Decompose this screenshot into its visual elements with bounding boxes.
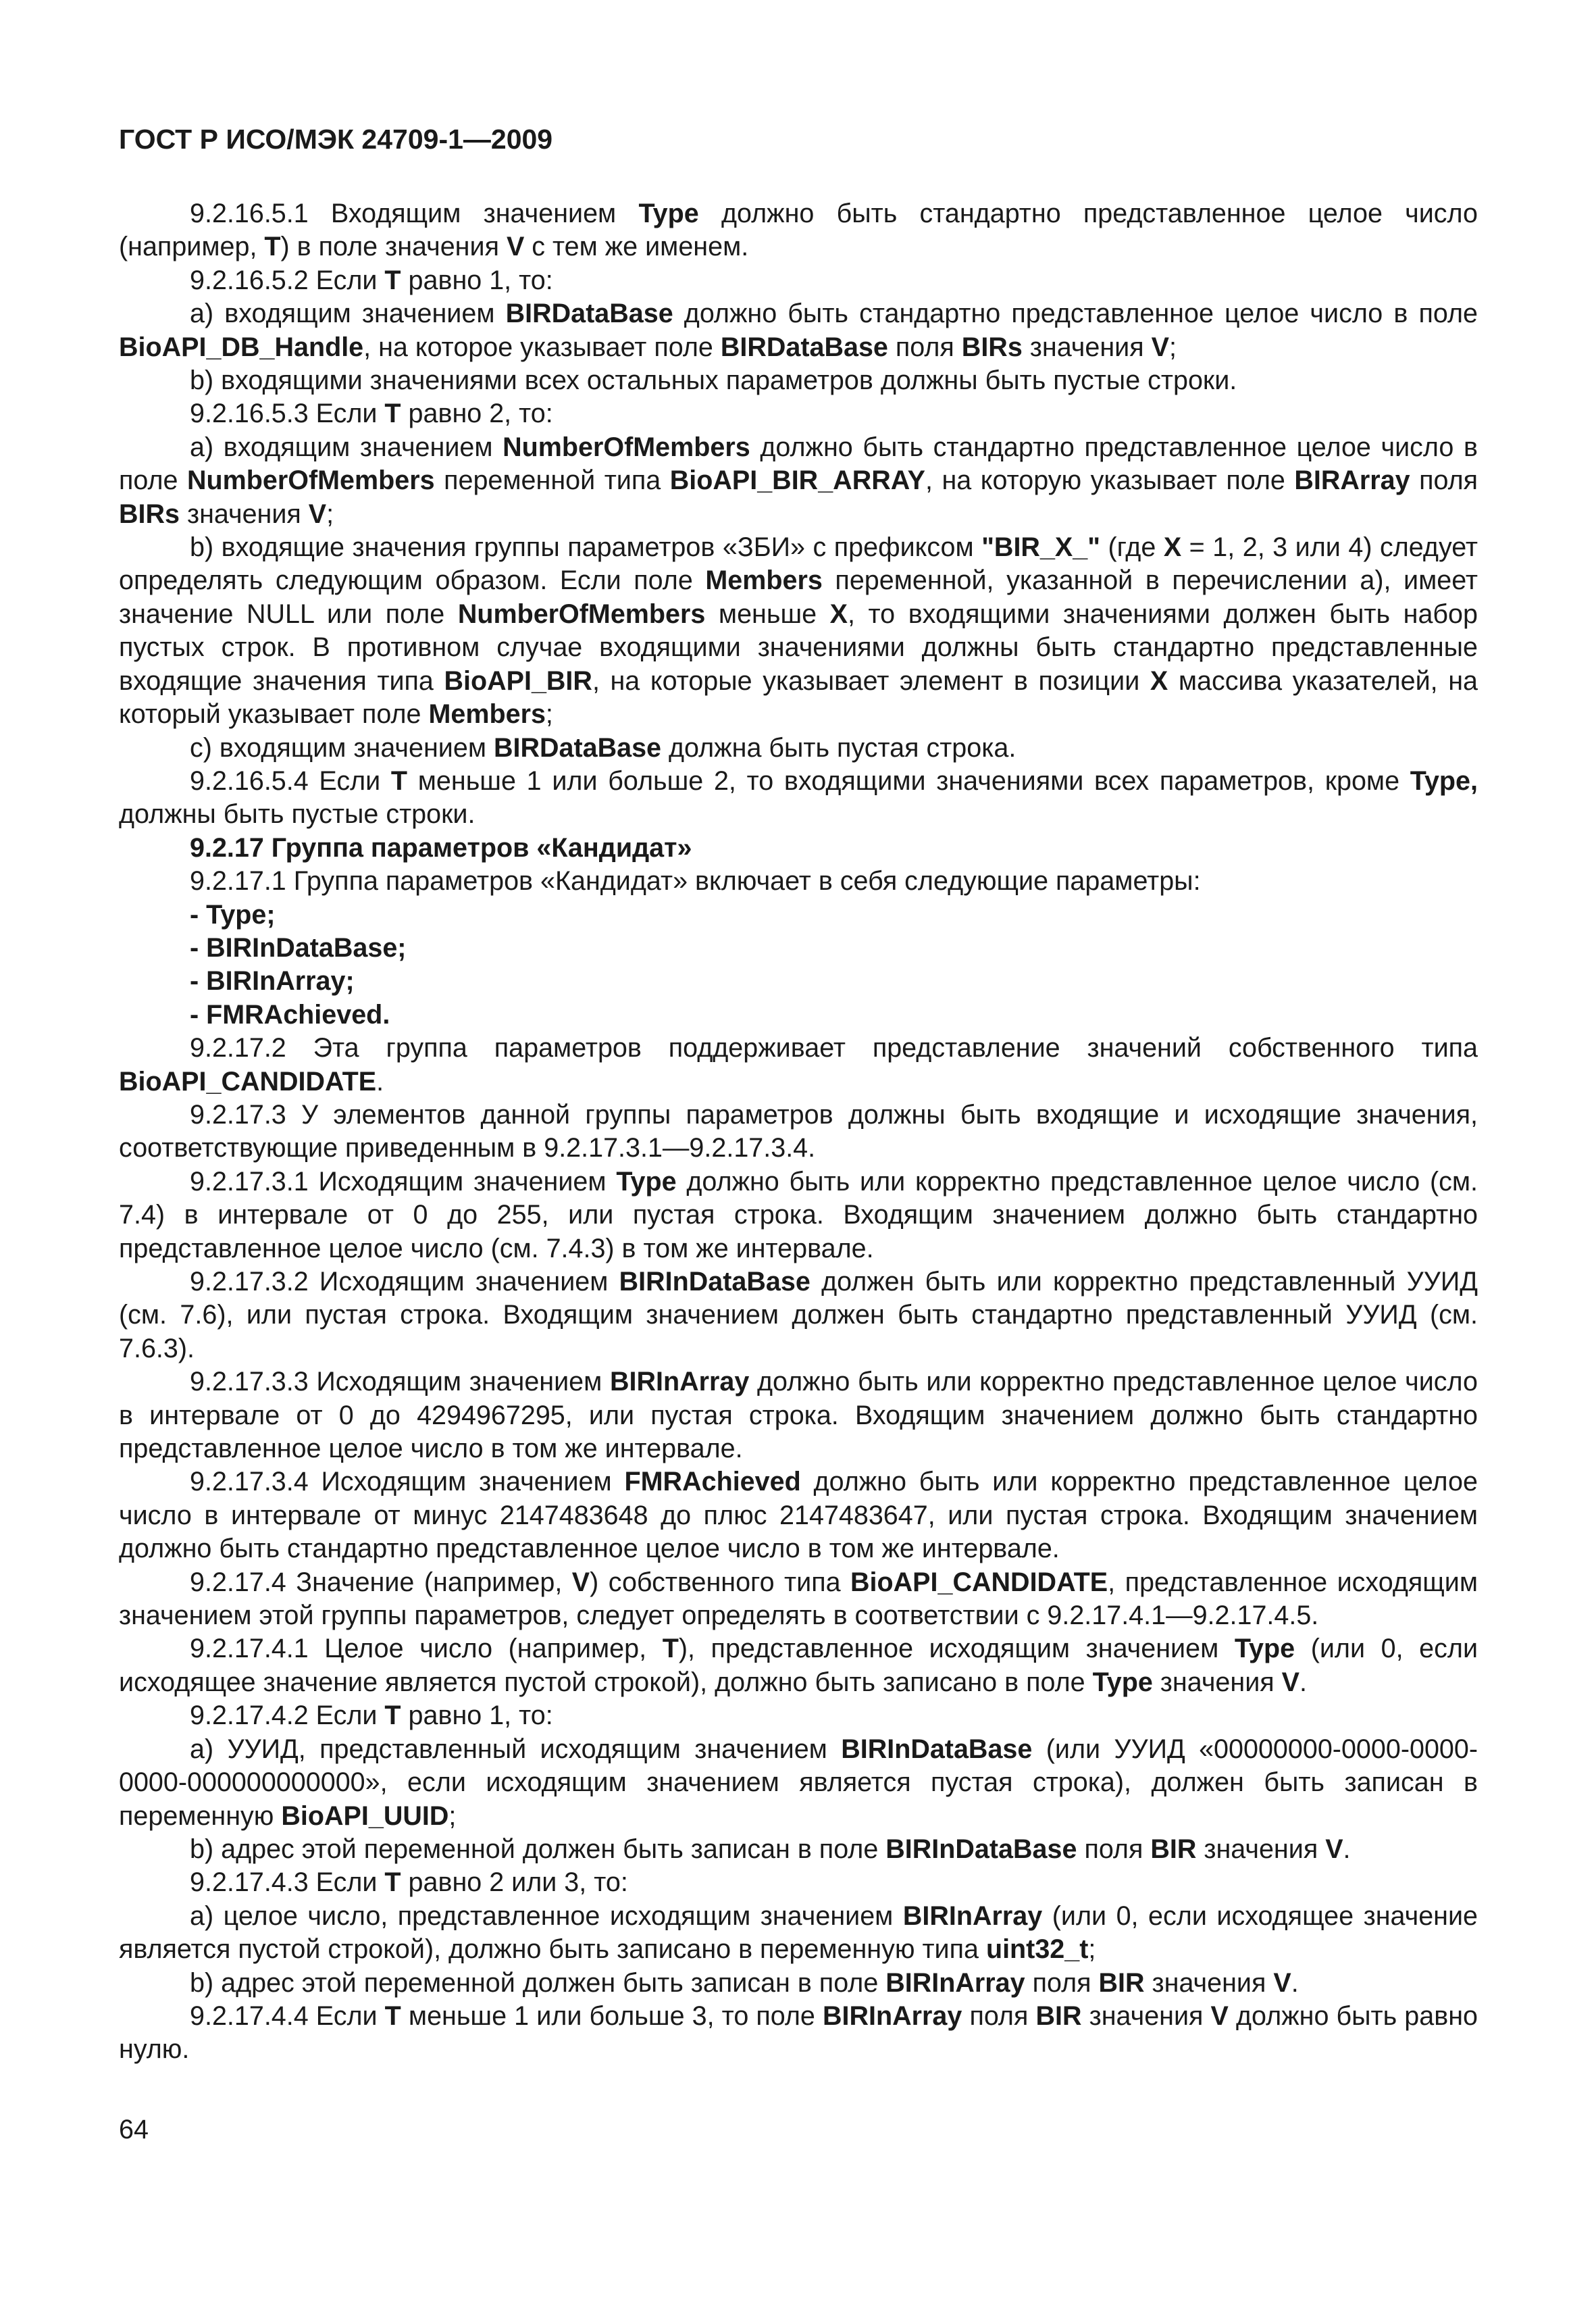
text-run: 9.2.16.5.1 Входящим значением [190, 199, 639, 228]
paragraph-p9 [119, 765, 1478, 832]
text-run: ) в поле значения [280, 232, 507, 262]
text-run: должна быть пустая строка. [661, 732, 1016, 763]
text-run: ; [545, 699, 553, 730]
bold-term: Т [662, 1634, 679, 1664]
bold-term: BIRDataBase [493, 732, 662, 763]
paragraph-p4 [119, 364, 1478, 397]
text-run: а) УУИД, представленный исходящим значением [190, 1734, 842, 1764]
bold-term: - Type; [190, 899, 276, 930]
bold-term: BIRDataBase [720, 332, 888, 362]
bold-term: - FMRAchieved. [190, 999, 390, 1030]
paragraph-p19 [119, 1265, 1478, 1365]
text-run: значения [1144, 1967, 1274, 1998]
bold-term: BIRInArray [823, 2001, 962, 2031]
document-header: ГОСТ Р ИСО/МЭК 24709-1—2009 [119, 124, 553, 155]
bold-term: Type [1092, 1667, 1153, 1697]
text-run: должно быть равно нулю. [119, 2001, 1478, 2065]
paragraph-p16 [119, 1032, 1478, 1099]
paragraph-p2 [119, 264, 1478, 297]
bold-term: NumberOfMembers [503, 432, 750, 462]
bold-term: Type [638, 199, 699, 228]
bold-term: V [1325, 1834, 1343, 1864]
text-run: массива указателей, на который указывает поле [119, 665, 1478, 730]
paragraph-p30 [119, 2000, 1478, 2067]
text-run: b) входящими значениями всех остальных параметров должны быть пустые строки. [190, 366, 1237, 396]
text-run: поля [1077, 1834, 1151, 1864]
paragraph-p8 [119, 732, 1478, 765]
paragraph-p3 [119, 297, 1478, 364]
paragraph-p28 [119, 1900, 1478, 1967]
text-run: должны быть пустые строки. [119, 799, 475, 830]
text-run: . [376, 1066, 384, 1097]
paragraph-p25 [119, 1733, 1478, 1833]
text-run: должен быть или корректно представленный УУИД (см. 7.6), или пустая строка. Входящим значением должен быть стандартно представленный УУИД (см. 7.6.3). [119, 1267, 1478, 1363]
text-run: 9.2.16.5.4 Если [190, 765, 391, 796]
paragraph-p7 [119, 531, 1478, 731]
paragraph-p1 [119, 197, 1478, 264]
bold-term: BIR [1098, 1967, 1145, 1998]
text-run: поля [962, 2001, 1036, 2031]
bold-term: V [1151, 332, 1169, 362]
bold-term: BIR [1035, 2001, 1082, 2031]
text-run: равно 2, то: [401, 399, 553, 429]
paragraph-p18 [119, 1165, 1478, 1265]
bold-term: Т [390, 765, 408, 796]
bold-term: - BIRInDataBase; [190, 932, 407, 963]
text-run: должно быть или корректно представленное целое число в интервале от 0 до 4294967295, или пустая строка. Входящим значением должно быть стандартно представленное целое число в том же интервале. [119, 1367, 1478, 1464]
text-run: с) входящим значением [190, 732, 494, 763]
bold-term: BIRInArray [885, 1967, 1025, 1998]
text-run: должно быть или корректно представленное целое число в интервале от минус 2147483648 до плюс 2147483647, или пустая строка. Входящим значением должно быть стандартно представленное целое число в том же интервале. [119, 1467, 1478, 1564]
text-run: равно 2 или 3, то: [401, 1867, 628, 1898]
text-run: меньше [705, 599, 830, 629]
text-run: (где [1100, 532, 1164, 563]
text-run: 9.2.17.4.2 Если [190, 1701, 385, 1731]
text-run: (или УУИД «00000000-0000-0000-0000-000000000000», если исходящим значением является пустая строка), должен быть записан в переменную [119, 1734, 1478, 1831]
text-run: значения [1022, 332, 1152, 362]
text-run: , на которые указывает элемент в позиции [592, 665, 1150, 696]
bold-term: BioAPI_BIR_ARRAY [669, 466, 925, 496]
text-run: 9.2.17.4.3 Если [190, 1867, 385, 1898]
text-run: поля [1410, 466, 1478, 496]
text-run: . [1291, 1967, 1299, 1998]
text-run: 9.2.17.4.1 Целое число (например, [190, 1634, 663, 1664]
text-run: значения [1196, 1834, 1326, 1864]
bold-term: - BIRInArray; [190, 966, 355, 997]
text-run: . [1299, 1667, 1307, 1697]
bold-term: BIRs [119, 499, 180, 529]
bold-term: Т [384, 399, 401, 429]
text-run: поля [1025, 1967, 1099, 1998]
bold-term: 9.2.17 Группа параметров «Кандидат» [190, 832, 692, 863]
text-run: 9.2.17.3 У элементов данной группы параметров должны быть входящие и исходящие значения, соответствующие приведенным в 9.2.17.3.1—9.2.17.3.4. [119, 1099, 1478, 1163]
bold-term: X [1163, 532, 1182, 563]
text-run: (или 0, если исходящее значение является пустой строкой), должно быть записано в поле [119, 1634, 1478, 1697]
bold-term: BIRDataBase [505, 299, 673, 329]
text-run: 9.2.17.3.3 Исходящим значением [190, 1367, 610, 1397]
bold-term: BioAPI_CANDIDATE [850, 1567, 1108, 1597]
text-run: а) входящим значением [190, 432, 503, 462]
text-run: значения [1081, 2001, 1211, 2031]
bold-term: V [1281, 1667, 1299, 1697]
paragraph-p11 [119, 865, 1478, 898]
paragraph-p23 [119, 1632, 1478, 1699]
paragraph-p20 [119, 1365, 1478, 1465]
text-run: 9.2.17.3.1 Исходящим значением [190, 1166, 617, 1197]
page-number: 64 [119, 2115, 149, 2144]
paragraph-p12 [119, 899, 1478, 932]
bold-term: NumberOfMembers [457, 599, 706, 629]
bold-term: BIRInDataBase [841, 1734, 1033, 1764]
bold-term: Т [264, 232, 281, 262]
paragraph-p15 [119, 999, 1478, 1032]
text-run: значения [1152, 1667, 1282, 1697]
bold-term: BIRInArray [902, 1901, 1043, 1931]
text-run: 9.2.17.3.4 Исходящим значением [190, 1467, 625, 1497]
text-run: должно быть стандартно представленное целое число (например, [119, 199, 1478, 262]
paragraph-p24 [119, 1699, 1478, 1732]
bold-term: Т [384, 265, 401, 295]
bold-term: BioAPI_CANDIDATE [119, 1066, 377, 1097]
text-run: . [1343, 1834, 1351, 1864]
text-run: 9.2.16.5.2 Если [190, 265, 385, 295]
paragraph-p22 [119, 1566, 1478, 1633]
text-run: (или 0, если исходящее значение является пустой строкой), должно быть записано в переменную типа [119, 1901, 1478, 1965]
text-run: ; [1168, 332, 1177, 362]
text-run: , на которое указывает поле [363, 332, 721, 362]
text-run: должно быть стандартно представленное целое число в поле [673, 299, 1478, 329]
text-run: значения [180, 499, 309, 529]
bold-term: V [308, 499, 327, 529]
text-run: ; [448, 1801, 457, 1831]
text-run: с тем же именем. [524, 232, 749, 262]
text-run: ) собственного типа [590, 1567, 851, 1597]
text-run: 9.2.17.4 Значение (например, [190, 1567, 572, 1597]
bold-term: FMRAchieved [624, 1467, 801, 1497]
paragraph-p17 [119, 1099, 1478, 1165]
text-run: b) адрес этой переменной должен быть записан в поле [190, 1834, 886, 1864]
bold-term: BIR [1150, 1834, 1197, 1864]
text-run: должно быть стандартно представленное целое число в поле [119, 432, 1478, 496]
document-body [119, 197, 1478, 2067]
text-run: , то входящими значениями должен быть набор пустых строк. В противном случае входящими значениями должны быть стандартно представленные входящие значения типа [119, 599, 1478, 696]
bold-term: Members [428, 699, 546, 730]
text-run: 9.2.17.3.2 Исходящим значением [190, 1267, 619, 1297]
text-run: меньше 1 или больше 3, то поле [401, 2001, 823, 2031]
text-run: ; [1088, 1934, 1096, 1965]
bold-term: Type, [1410, 765, 1478, 796]
paragraph-p27 [119, 1866, 1478, 1899]
text-run: переменной, указанной в перечислении а), имеет значение NULL или поле [119, 565, 1478, 629]
bold-term: Т [384, 1701, 401, 1731]
bold-term: Members [705, 565, 823, 596]
text-run: меньше 1 или больше 2, то входящими значениями всех параметров, кроме [407, 765, 1410, 796]
bold-term: X [829, 599, 848, 629]
bold-term: V [571, 1567, 590, 1597]
bold-term: BIRArray [1294, 466, 1410, 496]
paragraph-p13 [119, 932, 1478, 965]
text-run: а) входящим значением [190, 299, 506, 329]
bold-term: Type [1234, 1634, 1295, 1664]
bold-term: NumberOfMembers [187, 466, 435, 496]
bold-term: "BIR_X_" [981, 532, 1100, 563]
text-run: ; [326, 499, 334, 529]
bold-term: BIRInArray [609, 1367, 750, 1397]
text-run: ), представленное исходящим значением [678, 1634, 1235, 1664]
bold-term: uint32_t [985, 1934, 1089, 1965]
bold-term: V [1273, 1967, 1291, 1998]
text-run: а) целое число, представленное исходящим значением [190, 1901, 903, 1931]
text-run: b) входящие значения группы параметров «ЗБИ» с префиксом [190, 532, 982, 563]
text-run: равно 1, то: [401, 1701, 553, 1731]
bold-term: BIRInDataBase [619, 1267, 810, 1297]
text-run: 9.2.17.1 Группа параметров «Кандидат» включает в себя следующие параметры: [190, 866, 1201, 897]
paragraph-p21 [119, 1465, 1478, 1565]
paragraph-p6 [119, 431, 1478, 531]
text-run: поля [887, 332, 962, 362]
text-run: b) адрес этой переменной должен быть записан в поле [190, 1967, 886, 1998]
paragraph-p14 [119, 965, 1478, 998]
bold-term: Т [384, 2001, 401, 2031]
text-run: = 1, 2, 3 или 4) следует определять следующим образом. Если поле [119, 532, 1478, 596]
bold-term: BIRInDataBase [885, 1834, 1077, 1864]
text-run: равно 1, то: [401, 265, 553, 295]
bold-term: V [1210, 2001, 1229, 2031]
text-run: 9.2.17.2 Эта группа параметров поддерживает представление значений собственного типа [190, 1033, 1478, 1063]
bold-term: Type [616, 1166, 677, 1197]
text-run: переменной типа [434, 466, 670, 496]
text-run: , представленное исходящим значением этой группы параметров, следует определять в соответствии с 9.2.17.4.1—9.2.17.4.5. [119, 1567, 1478, 1631]
bold-term: BioAPI_DB_Handle [119, 332, 364, 362]
bold-term: BIRs [961, 332, 1023, 362]
bold-term: V [506, 232, 525, 262]
bold-term: BioAPI_UUID [281, 1801, 449, 1831]
bold-term: BioAPI_BIR [444, 665, 592, 696]
paragraph-p29 [119, 1967, 1478, 2000]
paragraph-p5 [119, 397, 1478, 430]
bold-term: X [1150, 665, 1168, 696]
text-run: 9.2.16.5.3 Если [190, 399, 385, 429]
paragraph-p26 [119, 1833, 1478, 1866]
text-run: 9.2.17.4.4 Если [190, 2001, 385, 2031]
paragraph-p10 [119, 832, 1478, 865]
bold-term: Т [384, 1867, 401, 1898]
text-run: должно быть или корректно представленное целое число (см. 7.4) в интервале от 0 до 255, или пустая строка. Входящим значением должно быть стандартно представленное целое число (см. 7.4.3) в том же интервале. [119, 1166, 1478, 1263]
text-run: , на которую указывает поле [925, 466, 1295, 496]
